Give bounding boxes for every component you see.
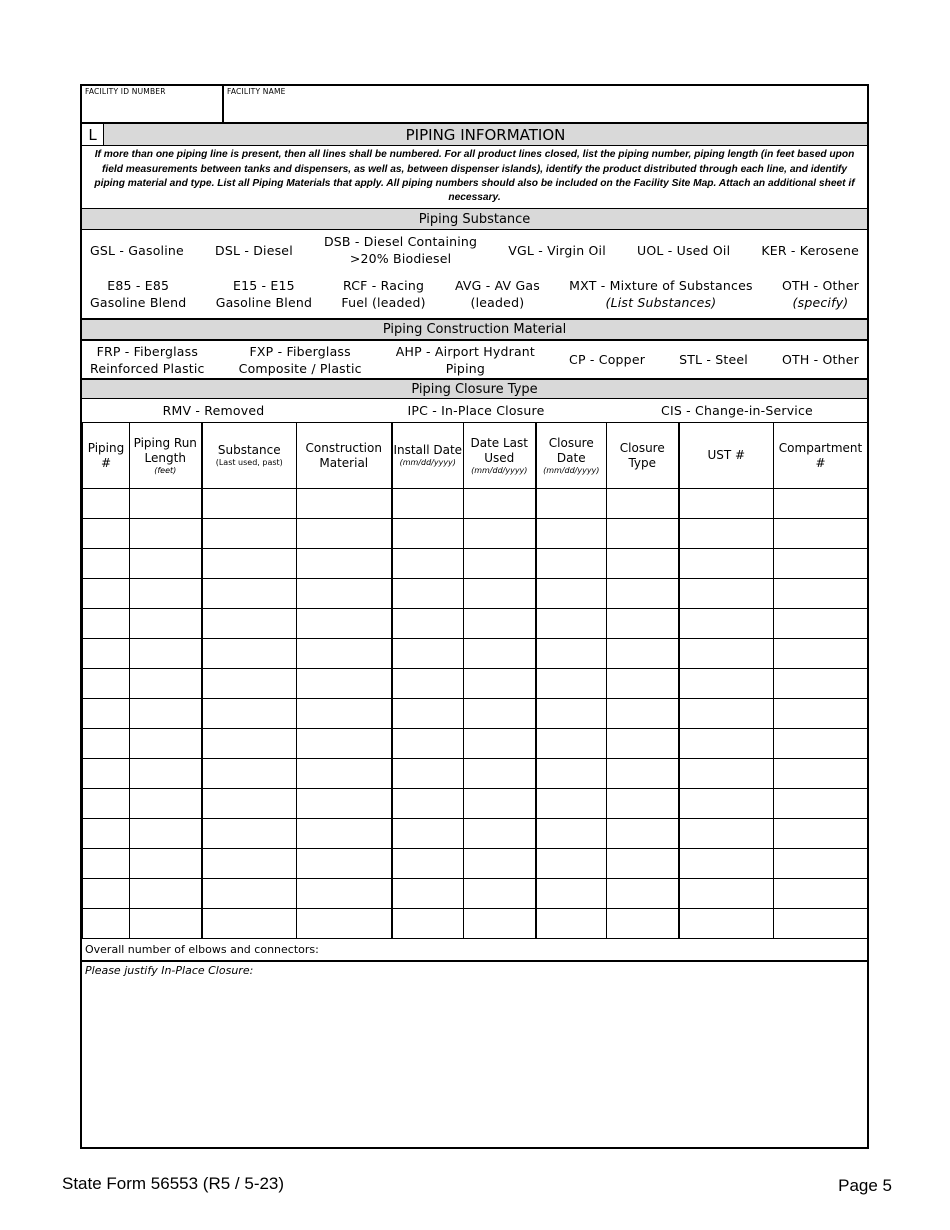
cell-closure-date[interactable] [536,669,607,699]
cell-closure-type[interactable] [607,579,679,609]
piping-information-form [80,84,869,1149]
cell-closure-date[interactable] [536,519,607,549]
cell-ust-number[interactable] [679,729,774,759]
cell-date-last-used[interactable] [464,519,536,549]
cell-install-date[interactable] [392,489,464,519]
cell-date-last-used[interactable] [464,609,536,639]
cell-construction-material[interactable] [297,489,392,519]
cell-piping-number[interactable] [83,849,130,879]
cell-ust-number[interactable] [679,699,774,729]
cell-compartment-number[interactable] [774,909,868,939]
substance-options-row-2 [82,270,867,318]
cell-install-date[interactable] [392,849,464,879]
cell-date-last-used[interactable] [464,909,536,939]
closure-options-row [82,399,867,422]
table-row [83,879,868,909]
cell-closure-date[interactable] [536,759,607,789]
cell-ust-number[interactable] [679,489,774,519]
cell-install-date[interactable] [392,819,464,849]
cell-piping-run-length[interactable] [130,819,202,849]
cell-piping-run-length[interactable] [130,759,202,789]
cell-piping-number[interactable] [83,789,130,819]
closure-heading: Piping Closure Type [82,378,867,399]
substance-option-mxt[interactable]: MXT - Mixture of Substances (List Substances) [569,278,753,310]
cell-piping-number[interactable] [83,609,130,639]
cell-piping-number[interactable] [83,489,130,519]
table-row [83,909,868,939]
cell-substance[interactable] [202,489,297,519]
cell-closure-type[interactable] [607,699,679,729]
cell-compartment-number[interactable] [774,789,868,819]
cell-closure-date[interactable] [536,879,607,909]
table-row [83,699,868,729]
substance-option-uol[interactable]: UOL - Used Oil [637,242,731,258]
cell-date-last-used[interactable] [464,789,536,819]
construction-option-frp[interactable]: FRP - Fiberglass Reinforced Plastic [90,343,205,376]
construction-heading: Piping Construction Material [82,318,867,340]
cell-construction-material[interactable] [297,789,392,819]
cell-piping-number[interactable] [83,669,130,699]
substance-option-rcf[interactable]: RCF - Racing Fuel (leaded) [341,278,426,310]
substance-option-vgl[interactable]: VGL - Virgin Oil [508,242,606,258]
cell-piping-number[interactable] [83,909,130,939]
substance-heading: Piping Substance [82,208,867,230]
cell-closure-type[interactable] [607,909,679,939]
cell-install-date[interactable] [392,519,464,549]
section-letter: L [82,124,104,145]
substance-option-dsl[interactable]: DSL - Diesel [215,242,293,258]
cell-compartment-number[interactable] [774,609,868,639]
cell-compartment-number[interactable] [774,729,868,759]
cell-compartment-number[interactable] [774,879,868,909]
cell-piping-run-length[interactable] [130,789,202,819]
cell-piping-run-length[interactable] [130,849,202,879]
cell-piping-number[interactable] [83,819,130,849]
cell-install-date[interactable] [392,729,464,759]
cell-closure-date[interactable] [536,849,607,879]
table-row [83,489,868,519]
cell-install-date[interactable] [392,789,464,819]
elbows-field[interactable] [82,939,867,962]
cell-closure-date[interactable] [536,639,607,669]
cell-closure-type[interactable] [607,489,679,519]
cell-compartment-number[interactable] [774,579,868,609]
cell-ust-number[interactable] [679,669,774,699]
cell-closure-type[interactable] [607,759,679,789]
cell-construction-material[interactable] [297,549,392,579]
cell-substance[interactable] [202,699,297,729]
cell-piping-run-length[interactable] [130,579,202,609]
cell-closure-type[interactable] [607,519,679,549]
construction-option-ahp[interactable]: AHP - Airport Hydrant Piping [395,343,536,376]
substance-option-e85[interactable]: E85 - E85 Gasoline Blend [90,278,187,310]
cell-ust-number[interactable] [679,579,774,609]
cell-compartment-number[interactable] [774,639,868,669]
cell-substance[interactable] [202,849,297,879]
cell-closure-type[interactable] [607,789,679,819]
cell-piping-number[interactable] [83,729,130,759]
facility-id-label: FACILITY ID NUMBER [85,87,166,96]
cell-piping-run-length[interactable] [130,549,202,579]
cell-construction-material[interactable] [297,519,392,549]
facility-id-field[interactable] [82,86,224,122]
cell-piping-run-length[interactable] [130,639,202,669]
cell-compartment-number[interactable] [774,489,868,519]
cell-closure-date[interactable] [536,609,607,639]
cell-piping-run-length[interactable] [130,609,202,639]
table-row [83,819,868,849]
cell-closure-date[interactable] [536,909,607,939]
cell-construction-material[interactable] [297,909,392,939]
cell-date-last-used[interactable] [464,729,536,759]
cell-closure-type[interactable] [607,819,679,849]
section-title: PIPING INFORMATION [405,125,566,144]
col-header-piping-number: Piping # [83,423,130,489]
justify-label: Please justify In-Place Closure: [85,964,254,977]
cell-piping-number[interactable] [83,879,130,909]
cell-ust-number[interactable] [679,519,774,549]
cell-compartment-number[interactable] [774,819,868,849]
cell-substance[interactable] [202,789,297,819]
cell-construction-material[interactable] [297,819,392,849]
table-row [83,759,868,789]
cell-substance[interactable] [202,909,297,939]
elbows-label: Overall number of elbows and connectors: [85,943,319,956]
cell-date-last-used[interactable] [464,849,536,879]
cell-ust-number[interactable] [679,759,774,789]
cell-install-date[interactable] [392,579,464,609]
col-header-date-last-used: Date Last Used (mm/dd/yyyy) [464,423,536,489]
construction-option-cp[interactable]: CP - Copper [569,352,646,367]
cell-construction-material[interactable] [297,879,392,909]
cell-construction-material[interactable] [297,759,392,789]
cell-compartment-number[interactable] [774,849,868,879]
table-row [83,849,868,879]
page-number: Page 5 [838,1176,892,1195]
cell-construction-material[interactable] [297,849,392,879]
cell-ust-number[interactable] [679,789,774,819]
cell-closure-type[interactable] [607,609,679,639]
substance-option-e15[interactable]: E15 - E15 Gasoline Blend [215,278,313,310]
col-header-piping-run-length: Piping Run Length (feet) [130,423,202,489]
cell-date-last-used[interactable] [464,879,536,909]
cell-substance[interactable] [202,729,297,759]
substance-option-gsl[interactable]: GSL - Gasoline [90,242,184,258]
cell-closure-type[interactable] [607,879,679,909]
cell-substance[interactable] [202,609,297,639]
cell-piping-run-length[interactable] [130,909,202,939]
cell-ust-number[interactable] [679,639,774,669]
section-header [82,124,867,146]
cell-closure-date[interactable] [536,789,607,819]
substance-option-ker[interactable]: KER - Kerosene [761,242,859,258]
cell-construction-material[interactable] [297,639,392,669]
cell-construction-material[interactable] [297,579,392,609]
cell-piping-number[interactable] [83,549,130,579]
cell-piping-number[interactable] [83,519,130,549]
cell-construction-material[interactable] [297,669,392,699]
cell-piping-number[interactable] [83,579,130,609]
cell-install-date[interactable] [392,699,464,729]
cell-ust-number[interactable] [679,609,774,639]
cell-closure-type[interactable] [607,669,679,699]
cell-substance[interactable] [202,639,297,669]
facility-name-label: FACILITY NAME [227,87,286,96]
cell-piping-run-length[interactable] [130,519,202,549]
closure-option-rmv[interactable]: RMV - Removed [162,403,265,418]
construction-option-stl[interactable]: STL - Steel [679,352,748,367]
cell-substance[interactable] [202,759,297,789]
cell-closure-date[interactable] [536,699,607,729]
substance-option-dsb[interactable]: DSB - Diesel Containing >20% Biodiesel [323,234,478,266]
cell-piping-run-length[interactable] [130,669,202,699]
cell-install-date[interactable] [392,609,464,639]
cell-closure-type[interactable] [607,639,679,669]
instructions: If more than one piping line is present, then all lines shall be numbered. For all product lines closed, list the piping number, piping length (in feet based upon field measurements between tanks and dispensers, as well as, between dispenser islands), identify the product distributed through each line, and identify piping material and type. List all Piping Materials that apply. All piping numbers should also be included on the Facility Site Map. Attach an additional sheet if necessary. [94,149,855,204]
cell-ust-number[interactable] [679,819,774,849]
table-row [83,639,868,669]
cell-compartment-number[interactable] [774,549,868,579]
cell-install-date[interactable] [392,549,464,579]
cell-piping-run-length[interactable] [130,699,202,729]
cell-ust-number[interactable] [679,549,774,579]
table-row [83,789,868,819]
cell-date-last-used[interactable] [464,489,536,519]
cell-substance[interactable] [202,669,297,699]
cell-date-last-used[interactable] [464,669,536,699]
cell-closure-date[interactable] [536,579,607,609]
facility-header [82,86,867,124]
cell-closure-date[interactable] [536,729,607,759]
cell-construction-material[interactable] [297,729,392,759]
col-header-construction-material: Construction Material [297,423,392,489]
cell-install-date[interactable] [392,879,464,909]
table-row [83,669,868,699]
cell-construction-material[interactable] [297,699,392,729]
col-header-ust-number: UST # [679,423,774,489]
cell-install-date[interactable] [392,669,464,699]
table-row [83,609,868,639]
table-row [83,729,868,759]
form-id: State Form 56553 (R5 / 5-23) [62,1174,285,1193]
cell-compartment-number[interactable] [774,759,868,789]
cell-closure-type[interactable] [607,549,679,579]
cell-ust-number[interactable] [679,879,774,909]
cell-closure-type[interactable] [607,849,679,879]
cell-piping-run-length[interactable] [130,729,202,759]
cell-substance[interactable] [202,549,297,579]
table-header-row [83,423,868,489]
cell-date-last-used[interactable] [464,639,536,669]
cell-date-last-used[interactable] [464,759,536,789]
closure-option-cis[interactable]: CIS - Change-in-Service [661,403,813,418]
col-header-install-date: Install Date (mm/dd/yyyy) [392,423,464,489]
substance-option-avg[interactable]: AVG - AV Gas (leaded) [454,278,540,310]
cell-piping-number[interactable] [83,699,130,729]
construction-option-fxp[interactable]: FXP - Fiberglass Composite / Plastic [238,343,362,376]
cell-substance[interactable] [202,819,297,849]
cell-date-last-used[interactable] [464,699,536,729]
justify-field[interactable] [82,962,867,1147]
cell-closure-type[interactable] [607,729,679,759]
cell-date-last-used[interactable] [464,819,536,849]
cell-compartment-number[interactable] [774,669,868,699]
cell-closure-date[interactable] [536,549,607,579]
closure-option-ipc[interactable]: IPC - In-Place Closure [407,403,545,418]
cell-compartment-number[interactable] [774,519,868,549]
piping-table [82,422,868,939]
col-header-closure-type: Closure Type [607,423,679,489]
cell-substance[interactable] [202,579,297,609]
cell-ust-number[interactable] [679,909,774,939]
cell-substance[interactable] [202,519,297,549]
cell-date-last-used[interactable] [464,579,536,609]
substance-option-oth[interactable]: OTH - Other (specify) [781,278,859,310]
facility-name-field[interactable] [224,86,867,122]
cell-closure-date[interactable] [536,489,607,519]
cell-date-last-used[interactable] [464,549,536,579]
cell-piping-number[interactable] [83,759,130,789]
cell-install-date[interactable] [392,759,464,789]
cell-compartment-number[interactable] [774,699,868,729]
cell-ust-number[interactable] [679,849,774,879]
cell-piping-run-length[interactable] [130,879,202,909]
table-row [83,549,868,579]
construction-option-oth[interactable]: OTH - Other [781,352,859,367]
col-header-closure-date: Closure Date (mm/dd/yyyy) [536,423,607,489]
cell-construction-material[interactable] [297,609,392,639]
col-header-substance: Substance (Last used, past) [202,423,297,489]
cell-substance[interactable] [202,879,297,909]
col-header-compartment-number: Compartment # [774,423,868,489]
cell-closure-date[interactable] [536,819,607,849]
cell-install-date[interactable] [392,909,464,939]
substance-options-row-1 [82,230,867,270]
cell-install-date[interactable] [392,639,464,669]
table-row [83,519,868,549]
construction-options-row [82,340,867,378]
cell-piping-run-length[interactable] [130,489,202,519]
cell-piping-number[interactable] [83,639,130,669]
table-row [83,579,868,609]
